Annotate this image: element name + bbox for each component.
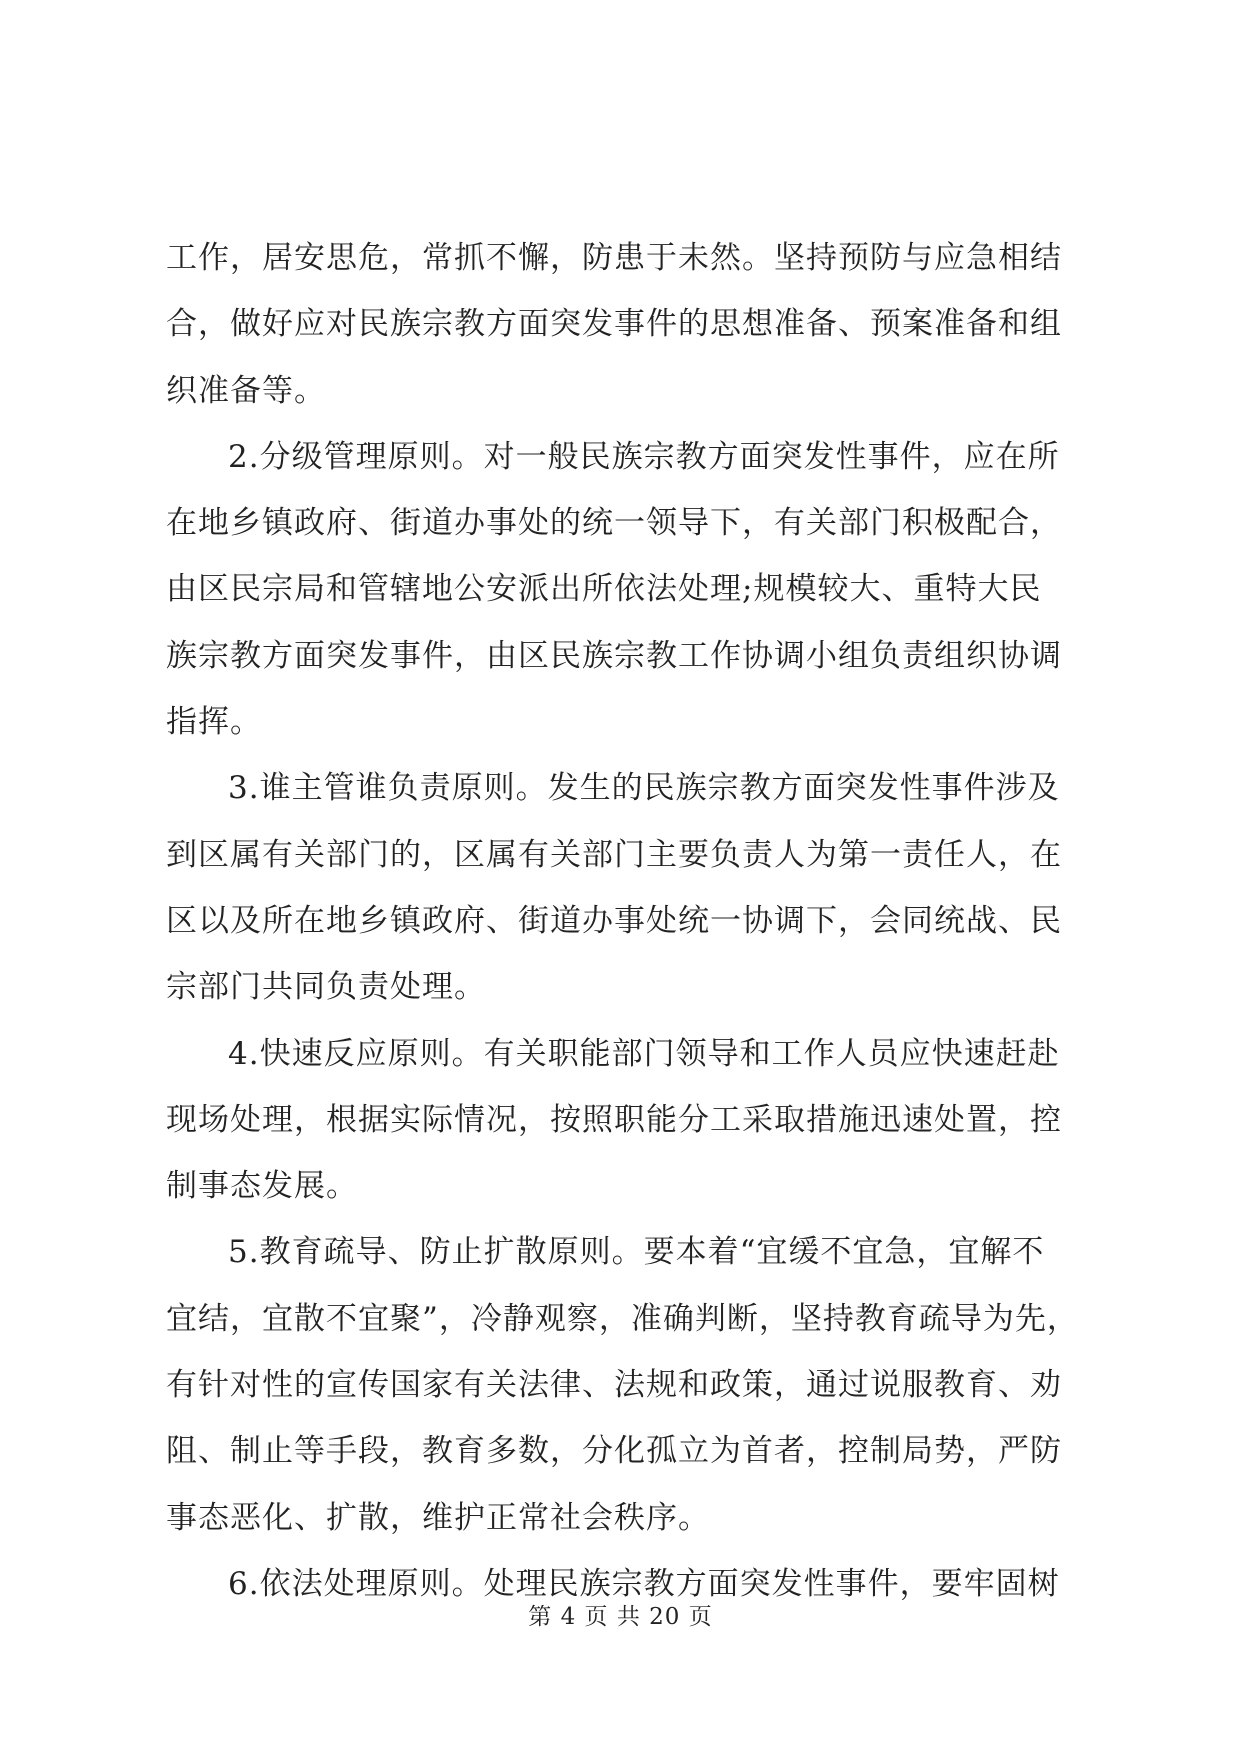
text-line: 宗部门共同负责处理。 <box>166 969 486 1006</box>
text-line: 族宗教方面突发事件，由区民族宗教工作协调小组负责组织协调 <box>166 637 1062 674</box>
text-line: 织准备等。 <box>166 372 326 409</box>
text-line: 事态恶化、扩散，维护正常社会秩序。 <box>166 1499 710 1536</box>
text-line: 有针对性的宣传国家有关法律、法规和政策，通过说服教育、劝 <box>166 1367 1062 1404</box>
text-line: 宜结，宜散不宜聚”，冷静观察，准确判断，坚持教育疏导为先， <box>166 1300 1079 1337</box>
text-line: 现场处理，根据实际情况，按照职能分工采取措施迅速处置，控 <box>166 1101 1062 1138</box>
text-line: 合，做好应对民族宗教方面突发事件的思想准备、预案准备和组 <box>166 306 1062 343</box>
body-text <box>166 225 1080 1617</box>
text-line: 制事态发展。 <box>166 1168 358 1205</box>
text-line: 到区属有关部门的，区属有关部门主要负责人为第一责任人，在 <box>166 836 1062 873</box>
page-footer: 第 4 页 共 20 页 <box>528 1604 713 1630</box>
text-line: 3.谁主管谁负责原则。发生的民族宗教方面突发性事件涉及 <box>228 770 1060 807</box>
text-line: 2.分级管理原则。对一般民族宗教方面突发性事件，应在所 <box>228 438 1060 475</box>
text-line: 工作，居安思危，常抓不懈，防患于未然。坚持预防与应急相结 <box>166 240 1062 276</box>
text-line: 指挥。 <box>166 704 262 741</box>
text-line: 6.依法处理原则。处理民族宗教方面突发性事件，要牢固树 <box>228 1565 1060 1602</box>
text-line: 阻、制止等手段，教育多数，分化孤立为首者，控制局势，严防 <box>166 1433 1062 1470</box>
text-line: 由区民宗局和管辖地公安派出所依法处理;规模较大、重特大民 <box>166 571 1042 608</box>
text-line: 5.教育疏导、防止扩散原则。要本着“宜缓不宜急，宜解不 <box>228 1234 1045 1271</box>
text-line: 区以及所在地乡镇政府、街道办事处统一协调下，会同统战、民 <box>166 902 1062 939</box>
text-line: 在地乡镇政府、街道办事处的统一领导下，有关部门积极配合， <box>166 505 1062 542</box>
text-line: 4.快速反应原则。有关职能部门领导和工作人员应快速赶赴 <box>228 1035 1060 1072</box>
